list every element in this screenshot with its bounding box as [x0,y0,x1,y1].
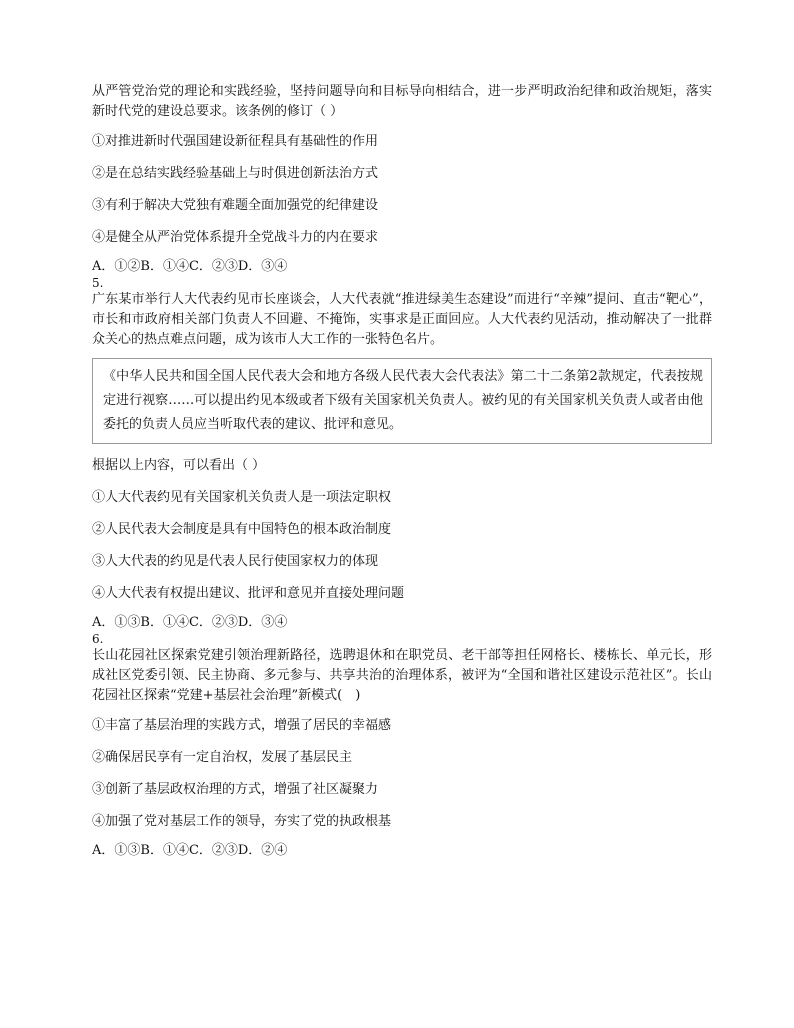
q6-option-1: ①丰富了基层治理的实践方式，增强了居民的幸福感 [92,718,392,733]
q6-option-4: ④加强了党对基层工作的领导，夯实了党的执政根基 [92,814,392,829]
q4-choices: A．①②B．①④C．②③D．③④ [92,259,288,274]
q6-stem: 长山花园社区探索党建引领治理新路径，选聘退休和在职党员、老干部等担任网格长、楼栋长、单元长，形成社区党委引领、民主协商、多元参与、共享共治的治理体系，被评为“全国和谐社区建设示范社区”。长山花园社区探索“党建+基层社会治理”新模式( ) [92,648,712,703]
q6-number: 6. [92,632,104,646]
q5-lead: 根据以上内容，可以看出（ ） [92,458,266,473]
document-page [92,82,712,860]
q4-stem: 从严管党治党的理论和实践经验，坚持问题导向和目标导向相结合，进一步严明政治纪律和政治规矩，落实新时代党的建设总要求。该条例的修订（ ） [92,84,712,119]
q6-choices: A．①③B．①④C．②③D．②④ [92,843,288,858]
q5-quote-text: 《中华人民共和国全国人民代表大会和地方各级人民代表大会代表法》第二十二条第2款规定，代表按规定进行视察……可以提出约见本级或者下级有关国家机关负责人。被约见的有关国家机关负责人或者由他委托的负责人员应当听取代表的建议、批评和意见。 [103,369,703,432]
q5-option-3: ③人大代表的约见是代表人民行使国家权力的体现 [92,554,379,569]
q5-quote-box [92,358,712,444]
q5-choices: A．①③B．①④C．②③D．③④ [92,615,288,630]
q4-option-3: ③有利于解决大党独有难题全面加强党的纪律建设 [92,198,379,213]
q4-option-2: ②是在总结实践经验基础上与时俱进创新法治方式 [92,166,379,181]
q4-option-4: ④是健全从严治党体系提升全党战斗力的内在要求 [92,230,379,245]
q5-option-2: ②人民代表大会制度是具有中国特色的根本政治制度 [92,522,392,537]
q6-option-3: ③创新了基层政权治理的方式，增强了社区凝聚力 [92,782,379,797]
q5-stem: 广东某市举行人大代表约见市长座谈会，人大代表就“推进绿美生态建设”而进行“辛辣”提问、直击“靶心”，市长和市政府相关部门负责人不回避、不掩饰，实事求是正面回应。人大代表约见活动，推动解决了一批群众关心的热点难点问题，成为该市人大工作的一张特色名片。 [92,292,712,347]
q5-option-1: ①人大代表约见有关国家机关负责人是一项法定职权 [92,490,392,505]
q5-option-4: ④人大代表有权提出建议、批评和意见并直接处理问题 [92,586,405,601]
q4-option-1: ①对推进新时代强国建设新征程具有基础性的作用 [92,134,379,149]
q5-number: 5. [92,276,104,290]
q6-option-2: ②确保居民享有一定自治权，发展了基层民主 [92,750,353,765]
